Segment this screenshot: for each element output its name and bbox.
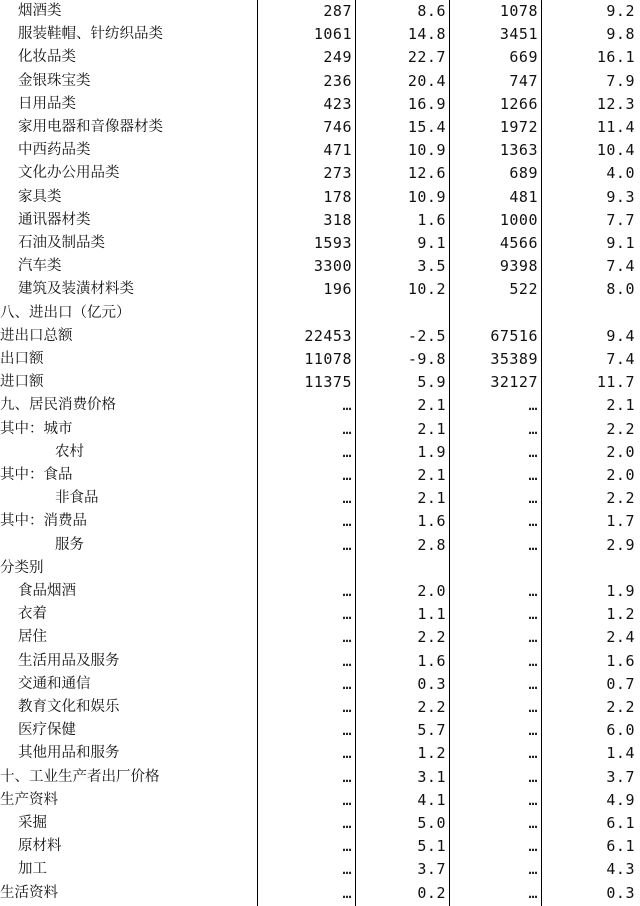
table-row: [0, 464, 640, 487]
row-value-2: 10.2: [407, 280, 446, 299]
table-row: [0, 580, 640, 603]
table-row: [0, 371, 640, 394]
row-label: 中西药品类: [18, 142, 91, 159]
row-value-1: 3300: [313, 257, 352, 276]
row-value-4: 2.2: [606, 698, 635, 716]
row-value-3: …: [528, 767, 538, 786]
row-value-3: 1078: [499, 2, 538, 20]
table-row: [0, 418, 640, 441]
table-row: [0, 858, 640, 881]
row-value-3: 1266: [499, 94, 538, 113]
row-value-2: 0.3: [417, 674, 446, 693]
row-value-2: 5.7: [417, 721, 446, 740]
row-label: 居住: [18, 629, 47, 646]
row-value-3: …: [528, 651, 538, 670]
row-value-4: 12.3: [596, 94, 635, 113]
row-value-3: 1000: [499, 210, 538, 229]
row-label: 加工: [18, 861, 47, 878]
row-value-4: [544, 557, 635, 580]
row-value-2: 10.9: [407, 187, 446, 206]
row-label: 烟酒类: [18, 3, 62, 19]
row-label: 服装鞋帽、针纺织品类: [18, 26, 163, 43]
row-value-2: 1.6: [417, 651, 446, 670]
row-label: 建筑及装潢材料类: [18, 281, 134, 298]
row-value-3: …: [528, 442, 538, 461]
table-row: [0, 302, 640, 325]
row-value-3: …: [528, 605, 538, 624]
row-label: 九、居民消费价格: [0, 397, 116, 414]
row-value-2: 5.0: [417, 814, 446, 832]
row-value-3: …: [528, 883, 538, 902]
row-value-3: …: [528, 744, 538, 763]
row-value-3: 1363: [499, 141, 538, 160]
row-value-2: 0.2: [417, 883, 446, 902]
row-value-1: …: [342, 837, 352, 856]
row-value-4: 9.8: [606, 25, 635, 44]
row-label: 进出口总额: [0, 327, 73, 344]
row-value-3: 4566: [499, 234, 538, 252]
row-label: 金银珠宝类: [18, 72, 91, 89]
table-row: [0, 557, 640, 580]
row-value-3: 32127: [490, 373, 538, 392]
row-label: 汽车类: [18, 258, 62, 275]
row-value-4: 8.0: [606, 280, 635, 299]
row-value-4: 1.9: [606, 582, 635, 600]
row-value-1: 318: [323, 210, 352, 229]
row-value-1: …: [342, 442, 352, 461]
row-value-1: 287: [323, 2, 352, 20]
row-value-1: …: [342, 721, 352, 740]
table-row: [0, 93, 640, 116]
row-value-3: 67516: [490, 326, 538, 345]
row-value-3: 522: [509, 280, 538, 299]
row-value-4: 0.7: [606, 674, 635, 693]
row-value-4: 7.7: [606, 210, 635, 229]
row-value-1: 423: [323, 94, 352, 113]
row-value-4: 6.1: [606, 837, 635, 856]
row-value-1: …: [342, 605, 352, 624]
row-value-4: 11.7: [596, 373, 635, 392]
row-value-4: [544, 302, 635, 325]
row-value-2: 16.9: [407, 94, 446, 113]
row-value-1: …: [342, 419, 352, 438]
row-value-4: 6.1: [606, 814, 635, 832]
row-value-3: …: [528, 489, 538, 508]
row-label: 通讯器材类: [18, 211, 91, 228]
table-row: [0, 186, 640, 209]
row-value-1: 196: [323, 280, 352, 299]
table-row: [0, 394, 640, 417]
row-value-4: 1.2: [606, 605, 635, 624]
table-row: [0, 487, 640, 510]
row-value-2: 2.1: [417, 466, 446, 484]
table-row: [0, 232, 640, 255]
table-row: [0, 139, 640, 162]
row-value-4: 9.1: [606, 234, 635, 252]
row-value-3: …: [528, 814, 538, 832]
row-value-1: …: [342, 396, 352, 415]
table-row: [0, 162, 640, 185]
row-label: 其中：城市: [0, 420, 73, 437]
row-value-1: [260, 557, 352, 580]
row-value-2: 5.1: [417, 837, 446, 856]
row-value-3: …: [528, 582, 538, 600]
row-label: 八、进出口（亿元）: [0, 304, 131, 321]
row-value-3: …: [528, 790, 538, 809]
row-label: 家具类: [18, 188, 62, 205]
table-row: [0, 70, 640, 93]
row-label: 十、工业生产者出厂价格: [0, 768, 160, 785]
row-value-2: 1.2: [417, 744, 446, 763]
row-label: 日用品类: [18, 95, 76, 112]
row-value-1: …: [342, 489, 352, 508]
table-row: [0, 510, 640, 533]
row-value-4: 0.3: [606, 883, 635, 902]
row-value-1: …: [342, 744, 352, 763]
row-value-1: 22453: [304, 326, 352, 345]
row-value-2: 10.9: [407, 141, 446, 160]
row-label: 采掘: [18, 815, 47, 831]
row-value-1: …: [342, 651, 352, 670]
row-value-4: 2.9: [606, 535, 635, 554]
row-value-4: 16.1: [596, 48, 635, 67]
table-row: [0, 650, 640, 673]
row-value-3: 9398: [499, 257, 538, 276]
row-label: 服务: [55, 536, 84, 553]
row-value-4: 1.4: [606, 744, 635, 763]
row-value-3: 481: [509, 187, 538, 206]
row-value-3: 35389: [490, 350, 538, 368]
table-row: [0, 46, 640, 69]
table-row: [0, 441, 640, 464]
table-row: [0, 696, 640, 719]
row-value-2: 8.6: [417, 2, 446, 20]
row-label: 其中：食品: [0, 467, 73, 483]
row-value-2: 2.8: [417, 535, 446, 554]
row-value-3: …: [528, 466, 538, 484]
row-label: 衣着: [18, 606, 47, 623]
row-label: 生活资料: [0, 884, 58, 901]
row-value-2: 3.1: [417, 767, 446, 786]
row-value-2: 12.6: [407, 164, 446, 183]
row-value-4: 7.9: [606, 71, 635, 90]
row-value-3: …: [528, 419, 538, 438]
row-value-2: 5.9: [417, 373, 446, 392]
row-label: 原材料: [18, 838, 62, 855]
row-value-1: …: [342, 883, 352, 902]
row-label: 食品烟酒: [18, 583, 76, 599]
row-label: 家用电器和音像器材类: [18, 119, 163, 135]
table-row: [0, 673, 640, 696]
row-value-1: 1593: [313, 234, 352, 252]
row-value-1: …: [342, 767, 352, 786]
row-value-4: 7.4: [606, 257, 635, 276]
row-value-4: 10.4: [596, 141, 635, 160]
row-value-4: 4.3: [606, 860, 635, 879]
row-label: 进口额: [0, 374, 44, 391]
row-value-2: 2.1: [417, 396, 446, 415]
row-value-4: 3.7: [606, 767, 635, 786]
row-value-2: 1.6: [417, 210, 446, 229]
row-value-1: …: [342, 860, 352, 879]
row-value-2: 1.9: [417, 442, 446, 461]
row-value-2: 2.1: [417, 419, 446, 438]
row-value-4: 9.4: [606, 326, 635, 345]
row-value-1: …: [342, 698, 352, 716]
row-value-3: [452, 302, 538, 325]
row-label: 医疗保健: [18, 722, 76, 739]
row-value-1: 11375: [304, 373, 352, 392]
row-value-1: 178: [323, 187, 352, 206]
row-value-3: …: [528, 860, 538, 879]
row-value-1: 746: [323, 118, 352, 136]
row-value-3: …: [528, 837, 538, 856]
row-value-3: …: [528, 535, 538, 554]
row-value-1: …: [342, 628, 352, 647]
row-value-3: 3451: [499, 25, 538, 44]
table-row: [0, 766, 640, 789]
row-value-1: [260, 302, 352, 325]
row-value-2: 1.6: [417, 512, 446, 531]
row-value-2: 14.8: [407, 25, 446, 44]
row-label: 生产资料: [0, 791, 58, 808]
row-label: 农村: [55, 443, 84, 460]
row-value-3: [452, 557, 538, 580]
table-row: [0, 116, 640, 139]
row-value-3: …: [528, 721, 538, 740]
table-row: [0, 0, 640, 23]
row-value-3: …: [528, 698, 538, 716]
row-value-3: …: [528, 674, 538, 693]
row-label: 其中：消费品: [0, 513, 87, 530]
row-value-2: 1.1: [417, 605, 446, 624]
row-value-1: …: [342, 790, 352, 809]
table-row: [0, 209, 640, 232]
row-value-4: 2.4: [606, 628, 635, 647]
row-value-2: 3.7: [417, 860, 446, 879]
row-label: 教育文化和娱乐: [18, 699, 120, 715]
row-value-3: …: [528, 512, 538, 531]
row-value-2: 20.4: [407, 71, 446, 90]
table-row: [0, 278, 640, 301]
row-value-2: 15.4: [407, 118, 446, 136]
row-value-4: 1.7: [606, 512, 635, 531]
table-row: [0, 835, 640, 858]
row-value-4: 7.4: [606, 350, 635, 368]
row-value-3: 1972: [499, 118, 538, 136]
row-label: 生活用品及服务: [18, 652, 120, 669]
table-row: [0, 719, 640, 742]
row-value-1: …: [342, 512, 352, 531]
row-value-3: 669: [509, 48, 538, 67]
table-row: [0, 742, 640, 765]
row-value-3: …: [528, 628, 538, 647]
row-value-4: 4.9: [606, 790, 635, 809]
row-value-3: 747: [509, 71, 538, 90]
row-label: 出口额: [0, 351, 44, 367]
row-value-4: 2.2: [606, 489, 635, 508]
table-row: [0, 626, 640, 649]
row-label: 非食品: [55, 490, 99, 507]
row-label: 石油及制品类: [18, 235, 105, 251]
table-row: [0, 882, 640, 905]
row-value-1: 11078: [304, 350, 352, 368]
row-label: 化妆品类: [18, 49, 76, 66]
row-value-1: …: [342, 674, 352, 693]
row-value-1: 471: [323, 141, 352, 160]
table-row: [0, 812, 640, 835]
row-value-2: 9.1: [417, 234, 446, 252]
row-value-1: …: [342, 535, 352, 554]
row-label: 其他用品和服务: [18, 745, 120, 762]
row-value-4: 11.4: [596, 118, 635, 136]
table-row: [0, 325, 640, 348]
table-row: [0, 789, 640, 812]
row-label: 分类别: [0, 559, 44, 576]
row-value-2: 4.1: [417, 790, 446, 809]
row-label: 交通和通信: [18, 675, 91, 692]
table-row: [0, 348, 640, 371]
row-value-4: 2.1: [606, 396, 635, 415]
row-value-4: 1.6: [606, 651, 635, 670]
row-value-4: 6.0: [606, 721, 635, 740]
row-value-2: -2.5: [407, 326, 446, 345]
row-value-3: …: [528, 396, 538, 415]
row-value-2: [358, 302, 446, 325]
row-value-2: 22.7: [407, 48, 446, 67]
row-value-2: 2.1: [417, 489, 446, 508]
row-value-1: 1061: [313, 25, 352, 44]
table-row: [0, 603, 640, 626]
row-value-1: …: [342, 466, 352, 484]
row-value-4: 2.0: [606, 442, 635, 461]
row-value-4: 9.3: [606, 187, 635, 206]
row-value-2: [358, 557, 446, 580]
row-value-4: 2.0: [606, 466, 635, 484]
row-value-1: …: [342, 582, 352, 600]
row-value-2: 2.2: [417, 698, 446, 716]
row-value-2: 2.2: [417, 628, 446, 647]
row-value-4: 4.0: [606, 164, 635, 183]
row-value-2: -9.8: [407, 350, 446, 368]
table-row: [0, 255, 640, 278]
row-value-2: 3.5: [417, 257, 446, 276]
table-row: [0, 534, 640, 557]
row-label: 文化办公用品类: [18, 165, 120, 182]
row-value-4: 9.2: [606, 2, 635, 20]
row-value-1: …: [342, 814, 352, 832]
row-value-2: 2.0: [417, 582, 446, 600]
row-value-1: 249: [323, 48, 352, 67]
row-value-1: 273: [323, 164, 352, 183]
row-value-3: 689: [509, 164, 538, 183]
table-row: [0, 23, 640, 46]
row-value-4: 2.2: [606, 419, 635, 438]
row-value-1: 236: [323, 71, 352, 90]
